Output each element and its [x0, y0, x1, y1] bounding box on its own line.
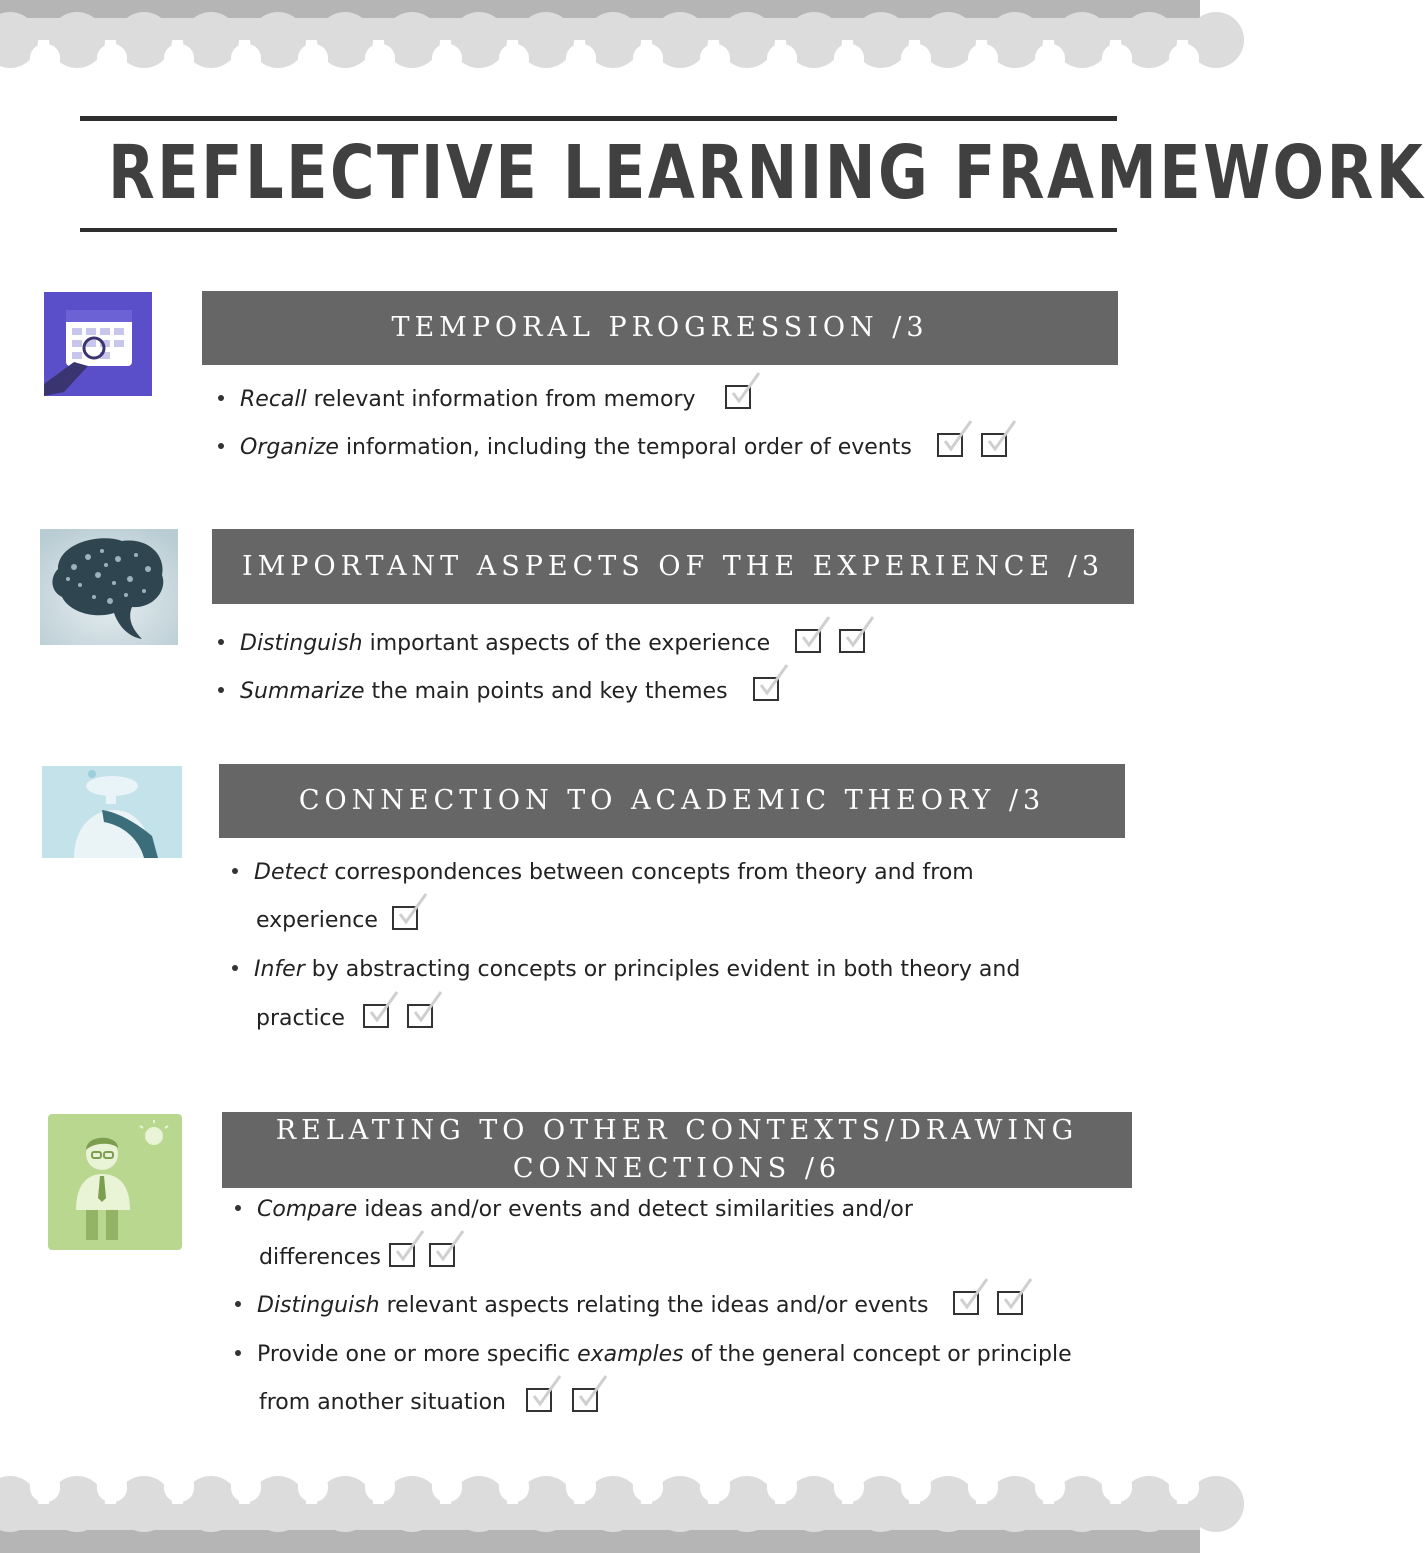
criterion-recall: Recall relevant information from memory: [218, 376, 751, 424]
criterion-infer-continued: practice: [256, 995, 433, 1043]
criterion-provide-examples: Provide one or more specific examples of the general concept or principle: [235, 1331, 1072, 1379]
section-banner-academic-theory: CONNECTION TO ACADEMIC THEORY /3: [219, 764, 1125, 838]
bullet-icon: [218, 687, 224, 693]
criterion-distinguish-aspects: Distinguish important aspects of the experience: [218, 620, 865, 668]
section-banner-other-contexts: [222, 1112, 1132, 1188]
section-banner-temporal-progression: TEMPORAL PROGRESSION /3: [202, 291, 1118, 365]
title-rule-top: [80, 116, 1117, 121]
checkbox[interactable]: [753, 677, 779, 701]
section-banner-line-2: CONNECTIONS /6: [512, 1153, 842, 1184]
checkbox[interactable]: [389, 1243, 415, 1267]
title-rule-bottom: [80, 228, 1117, 232]
checkbox[interactable]: [795, 629, 821, 653]
bullet-icon: [218, 639, 224, 645]
checkbox[interactable]: [363, 1004, 389, 1028]
scallop-border-top: [0, 0, 1200, 80]
person-thinking-icon: [42, 766, 182, 858]
bullet-icon: [218, 395, 224, 401]
checkbox[interactable]: [392, 906, 418, 930]
checkbox[interactable]: [997, 1291, 1023, 1315]
bullet-icon: [232, 868, 238, 874]
bullet-icon: [218, 443, 224, 449]
idea-man-icon: [48, 1114, 182, 1250]
criterion-infer: Infer by abstracting concepts or principles evident in both theory and: [232, 946, 1020, 994]
criterion-compare-continued: differences: [259, 1234, 455, 1282]
page-title: REFLECTIVE LEARNING FRAMEWORK: [108, 130, 1425, 216]
bullet-icon: [232, 965, 238, 971]
bullet-icon: [235, 1205, 241, 1211]
criterion-provide-examples-continued: from another situation: [259, 1379, 598, 1427]
checkbox[interactable]: [981, 433, 1007, 457]
brain-icon: [40, 529, 178, 645]
criterion-organize: Organize information, including the temporal order of events: [218, 424, 1007, 472]
checkbox[interactable]: [526, 1388, 552, 1412]
criterion-compare: Compare ideas and/or events and detect similarities and/or: [235, 1186, 913, 1234]
calendar-icon: [44, 292, 152, 396]
checkbox[interactable]: [407, 1004, 433, 1028]
criterion-summarize: Summarize the main points and key themes: [218, 668, 779, 716]
checkbox[interactable]: [953, 1291, 979, 1315]
bullet-icon: [235, 1350, 241, 1356]
scallop-border-bottom: [0, 1468, 1200, 1553]
checkbox[interactable]: [937, 433, 963, 457]
section-banner-line-1: RELATING TO OTHER CONTEXTS/DRAWING: [275, 1115, 1079, 1146]
criterion-detect-continued: experience: [256, 897, 418, 945]
checkbox[interactable]: [429, 1243, 455, 1267]
bullet-icon: [235, 1301, 241, 1307]
section-banner-important-aspects: IMPORTANT ASPECTS OF THE EXPERIENCE /3: [212, 529, 1134, 604]
checkbox[interactable]: [839, 629, 865, 653]
checkbox[interactable]: [725, 385, 751, 409]
criterion-distinguish-relevant: Distinguish relevant aspects relating the ideas and/or events: [235, 1282, 1023, 1330]
checkbox[interactable]: [572, 1388, 598, 1412]
criterion-detect: Detect correspondences between concepts from theory and from: [232, 849, 974, 897]
